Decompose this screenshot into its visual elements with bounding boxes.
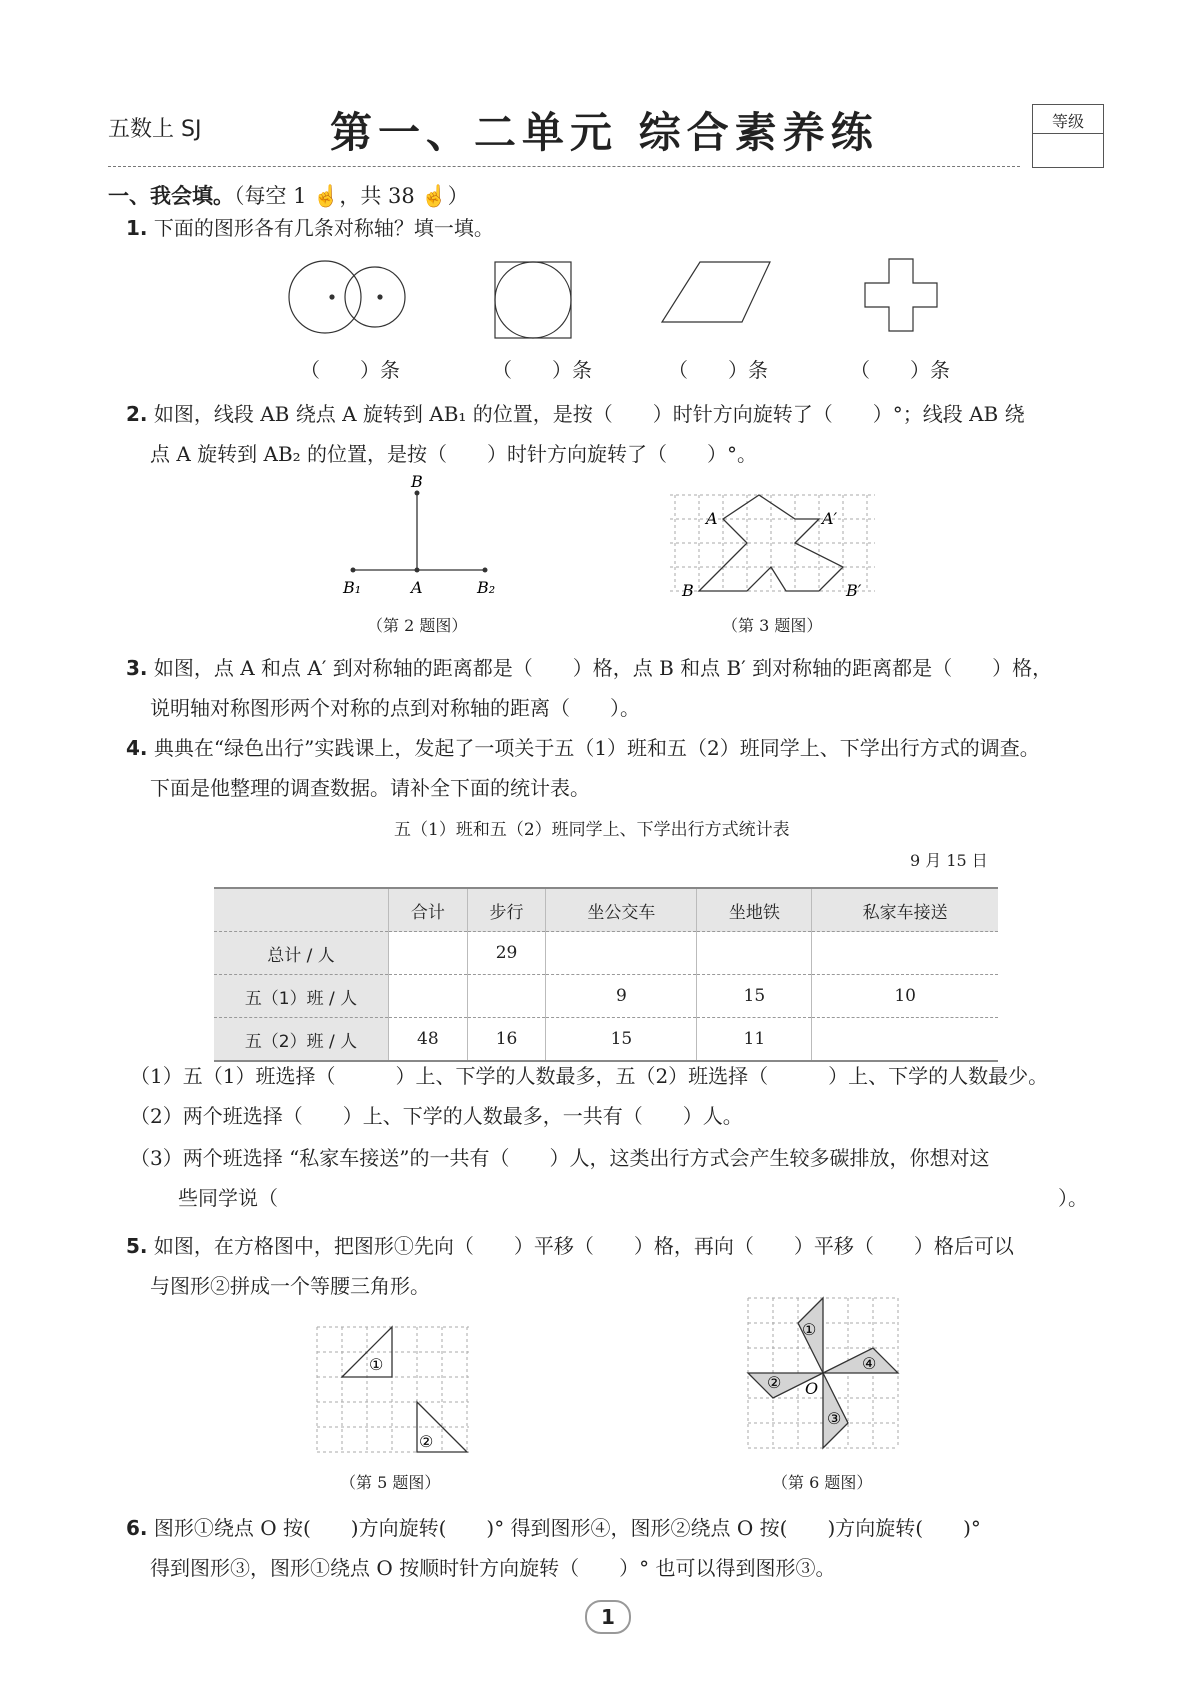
figure-6 (745, 1295, 905, 1455)
subject-label: 五数上 SJ (108, 117, 202, 142)
question-text-line1: 图形①绕点 O 按( )方向旋转( )° 得到图形④，图形②绕点 O 按( )方向旋转( )° (153, 1516, 981, 1540)
question-2 (126, 394, 1025, 434)
figure-3-caption: （第 3 题图） (722, 616, 823, 635)
table-cell[interactable] (389, 975, 468, 1018)
label-shape-1: ① (802, 1320, 817, 1339)
question-text-line1: 如图，线段 AB 绕点 A 旋转到 AB₁ 的位置，是按（ ）时针方向旋转了（ ）°；线段 AB 绕 (153, 402, 1025, 426)
q1-answer-1[interactable]: （ ）条 (300, 358, 400, 382)
two-circles-figure (289, 261, 405, 333)
grade-label: 等级 (1051, 112, 1084, 131)
question-number: 2. (126, 402, 148, 426)
table-cell: 48 (389, 1018, 468, 1062)
table-cell[interactable] (389, 932, 468, 975)
parallelogram-figure (662, 262, 770, 322)
q4-sub-3-end: ）。 (1058, 1186, 1088, 1210)
question-3 (126, 648, 1052, 688)
question-text-line1: 如图，在方格图中，把图形①先向（ ）平移（ ）格，再向（ ）平移（ ）格后可以 (153, 1234, 1014, 1258)
table-header-cell: 步行 (467, 888, 546, 932)
table-cell[interactable] (546, 932, 697, 975)
question-6-line2: 得到图形③，图形①绕点 O 按顺时针方向旋转（ ）° 也可以得到图形③。 (150, 1556, 836, 1580)
table-cell[interactable] (812, 1018, 998, 1062)
table-cell: 10 (812, 975, 998, 1018)
question-number: 5. (126, 1234, 148, 1258)
statistics-table (214, 887, 998, 1062)
figure-6-caption: （第 6 题图） (772, 1473, 873, 1492)
label-a-prime: A′ (822, 509, 838, 528)
label-a: A (411, 578, 423, 597)
label-b2: B₂ (477, 578, 496, 597)
page-number: 1 (585, 1600, 631, 1634)
question-number: 3. (126, 656, 148, 680)
q4-sub-1: （1）五（1）班选择（ ）上、下学的人数最多，五（2）班选择（ ）上、下学的人数最少。 (130, 1064, 1049, 1088)
question-number: 4. (126, 736, 148, 760)
question-5 (126, 1226, 1014, 1266)
question-number: 1. (126, 216, 148, 240)
header-divider (108, 166, 1020, 167)
cross-figure (865, 259, 937, 331)
table-title: 五（1）班和五（2）班同学上、下学出行方式统计表 (394, 820, 790, 840)
label-a: A (706, 509, 718, 528)
table-cell: 9 (546, 975, 697, 1018)
score-note: （每空 1 ☝，共 38 ☝） (234, 184, 469, 208)
table-cell: 16 (467, 1018, 546, 1062)
table-date: 9 月 15 日 (910, 851, 988, 870)
label-shape-4: ④ (862, 1354, 877, 1373)
question-number: 6. (126, 1516, 148, 1540)
figure-2-caption: （第 2 题图） (367, 616, 468, 635)
table-row (214, 1018, 998, 1062)
label-b: B (411, 475, 423, 491)
table-cell: 29 (467, 932, 546, 975)
table-header-cell: 坐地铁 (697, 888, 812, 932)
row-label: 总计 / 人 (214, 932, 389, 975)
page-title: 第一、二单元 综合素养练 (330, 108, 879, 157)
table-cell[interactable] (697, 932, 812, 975)
label-o: O (805, 1379, 819, 1398)
table-header-cell (214, 888, 389, 932)
question-text-line1: 典典在“绿色出行”实践课上，发起了一项关于五（1）班和五（2）班同学上、下学出行方式的调查。 (153, 736, 1040, 760)
figure-5-caption: （第 5 题图） (340, 1473, 441, 1492)
question-4 (126, 728, 1040, 768)
table-header-cell: 合计 (389, 888, 468, 932)
q1-answer-3[interactable]: （ ）条 (668, 358, 768, 382)
question-text-line1: 如图，点 A 和点 A′ 到对称轴的距离都是（ ）格，点 B 和点 B′ 到对称轴的距离都是（ ）格， (153, 656, 1053, 680)
table-cell: 15 (546, 1018, 697, 1062)
label-b: B (682, 581, 694, 600)
table-header-cell: 坐公交车 (546, 888, 697, 932)
question-text: 下面的图形各有几条对称轴？填一填。 (153, 216, 494, 240)
grade-box (1032, 104, 1104, 168)
grade-divider (1033, 133, 1103, 134)
question-4-line2: 下面是他整理的调查数据。请补全下面的统计表。 (150, 776, 590, 800)
label-shape-3: ③ (827, 1409, 842, 1428)
label-shape-2: ② (419, 1432, 434, 1451)
question-1 (126, 208, 494, 248)
figure-2 (335, 475, 515, 600)
section-title: 一、我会填。 (108, 184, 234, 208)
row-label: 五（1）班 / 人 (214, 975, 389, 1018)
table-header-cell: 私家车接送 (812, 888, 998, 932)
question-5-line2: 与图形②拼成一个等腰三角形。 (150, 1274, 430, 1298)
table-header-row (214, 888, 998, 932)
table-cell: 15 (697, 975, 812, 1018)
figure-3 (670, 490, 880, 600)
label-shape-2: ② (767, 1373, 782, 1392)
shape-4 (823, 1348, 898, 1373)
question-3-line2: 说明轴对称图形两个对称的点到对称轴的距离（ ）。 (150, 696, 640, 720)
circle-in-square-figure (495, 262, 571, 338)
q4-sub-3-line2: 些同学说（ (178, 1186, 278, 1210)
table-row (214, 975, 998, 1018)
question-2-line2: 点 A 旋转到 AB₂ 的位置，是按（ ）时针方向旋转了（ ）°。 (150, 442, 758, 466)
q4-sub-3: （3）两个班选择 “私家车接送”的一共有（ ）人，这类出行方式会产生较多碳排放，你想对这 (130, 1146, 990, 1170)
table-cell: 11 (697, 1018, 812, 1062)
question-6 (126, 1508, 981, 1548)
label-shape-1: ① (369, 1355, 384, 1374)
figure-5 (315, 1325, 475, 1455)
q1-answer-2[interactable]: （ ）条 (492, 358, 592, 382)
label-b-prime: B′ (846, 581, 862, 600)
table-cell[interactable] (812, 932, 998, 975)
q1-answer-4[interactable]: （ ）条 (850, 358, 950, 382)
table-cell[interactable] (467, 975, 546, 1018)
q1-figures (280, 255, 940, 345)
row-label: 五（2）班 / 人 (214, 1018, 389, 1062)
label-b1: B₁ (343, 578, 362, 597)
table-row (214, 932, 998, 975)
section-heading (108, 180, 469, 210)
q4-sub-2: （2）两个班选择（ ）上、下学的人数最多，一共有（ ）人。 (130, 1104, 743, 1128)
